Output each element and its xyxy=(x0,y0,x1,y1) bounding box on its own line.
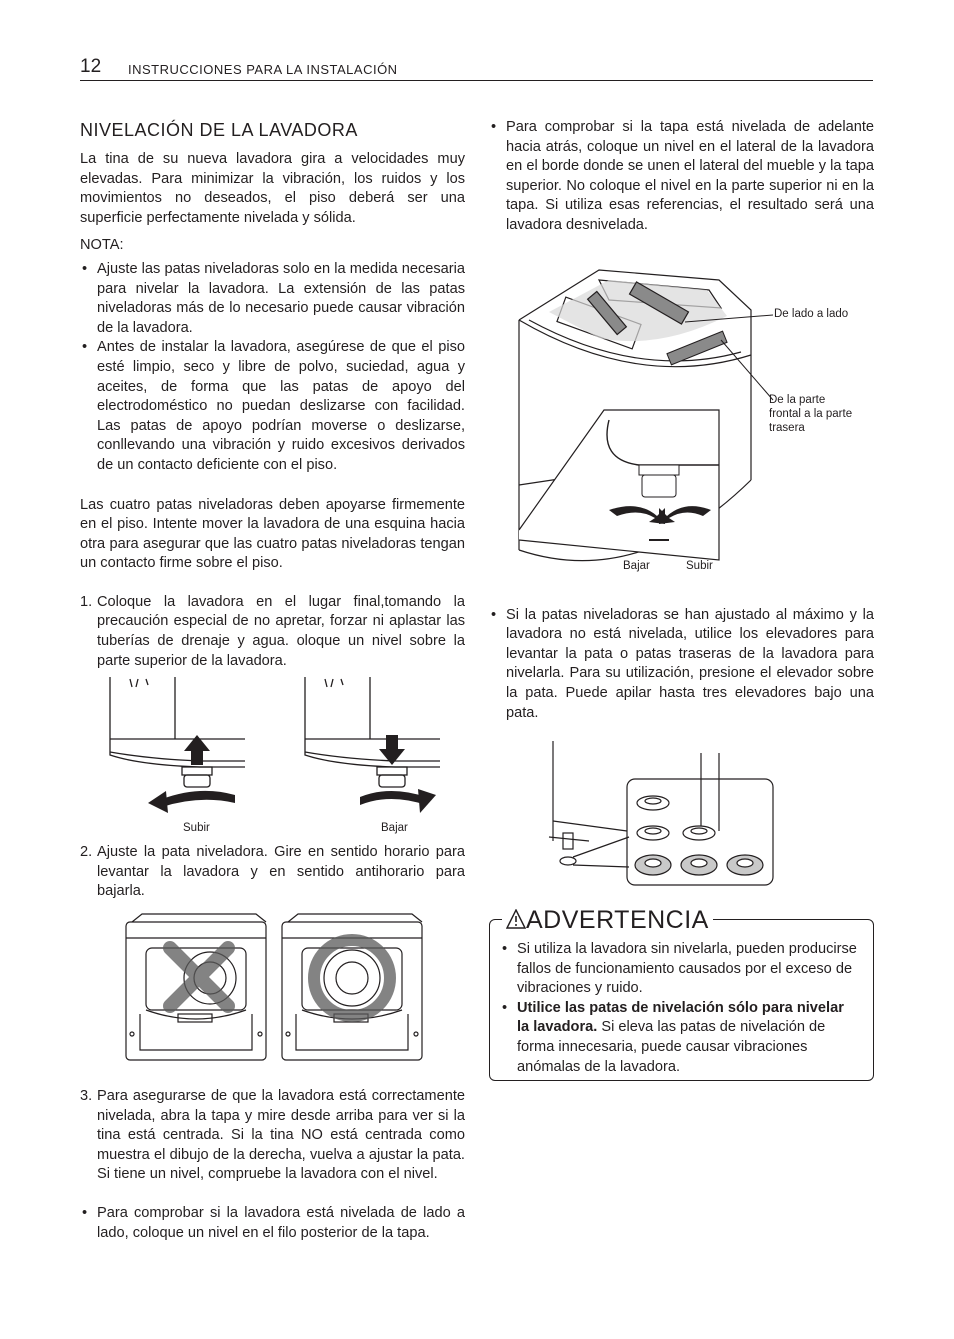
note-item: • Ajuste las patas niveladoras solo en la medida necesaria para nivelar la lavadora. La extensión de las patas niveladoras más de lo necesario puede causar vibración de la lavadora. xyxy=(82,260,465,336)
label-frontal-2: frontal a la parte xyxy=(769,407,853,420)
intro-paragraph: La tina de su nueva lavadora gira a velocidades muy elevadas. Para minimizar la vibración, los ruidos y los movimientos no deseados, el piso deberá ser una superficie perfectamente nivelada y sólida. xyxy=(80,151,465,226)
warning-box xyxy=(489,906,874,1081)
warning-icon xyxy=(506,909,526,929)
elevators-list xyxy=(489,606,874,724)
figure-leveling-feet xyxy=(80,677,465,843)
notes-list xyxy=(80,260,465,476)
warning-item-2: • Utilice las patas de nivelación sólo para nivelar la lavadora. Si eleva las patas de nivelación de forma innecesaria, puede causar vibraciones anómalas de la lavadora. xyxy=(502,999,844,1075)
front-level-list xyxy=(489,118,874,236)
bullet-side-level: • Para comprobar si la lavadora está nivelada de lado a lado, coloque un nivel en el filo posterior de la tapa. xyxy=(82,1205,465,1241)
label-subir-right: Subir xyxy=(686,559,713,572)
bullet-front-level: • Para comprobar si la tapa está nivelada de adelante hacia atrás, coloque un nivel en el lateral de la lavadora en el borde donde se unen el lateral del mueble y la tapa superior. No coloque el nivel en la parte superior ni en la tapa. Si utiliza esas referencias, el resultado será una lavadora desnivelada. xyxy=(491,119,874,233)
section-title: INSTRUCCIONES PARA LA INSTALACIÓN xyxy=(128,62,398,77)
tub-centering-illustration xyxy=(80,910,465,1076)
warning-item-1: • Si utiliza la lavadora sin nivelarla, pueden producirse fallos de funcionamiento causados por el exceso de vibraciones y ruido. xyxy=(502,941,857,997)
paragraph-four-feet: Las cuatro patas niveladoras deben apoyarse firmemente en el piso. Intente mover la lavadora de una esquina hacia otra para asegurar que las cuatro patas niveladoras tengan un contacto firme sobre el piso. xyxy=(80,496,465,572)
figure-tub-centering xyxy=(80,910,465,1076)
label-subir: Subir xyxy=(183,822,210,835)
step-3: 3. Para asegurarse de que la lavadora está correctamente nivelada, abra la tapa y mire desde arriba para ver si la tina está centrada. Si la tina NO está centrada como muestra el dibujo de la derecha, vuelva a ajustar la pata. Si tiene un nivel, compruebe la lavadora con el nivel. xyxy=(80,1088,465,1183)
left-column xyxy=(80,118,465,1243)
label-frontal-3: trasera xyxy=(769,421,805,434)
figure-level-check xyxy=(489,260,874,590)
heading-nivelacion: NIVELACIÓN DE LA LAVADORA xyxy=(80,120,358,140)
leveling-feet-illustration xyxy=(80,677,465,843)
elevators-illustration xyxy=(489,741,874,891)
label-bajar: Bajar xyxy=(381,822,408,835)
warning-title: ADVERTENCIA xyxy=(502,906,713,934)
step-1: 1. Coloque la lavadora en el lugar final,tomando la precaución especial de no apretar, forzar ni aplastar las tuberías de drenaje y agua. oloque un nivel sobre la parte superior de la lavadora. xyxy=(80,593,465,669)
bullet-elevators: • Si la patas niveladoras se han ajustado al máximo y la lavadora no está nivelada, utilice los elevadores para levantar la pata o patas traseras de la lavadora para nivelarla. Para su utilización, presione el elevador sobre la pata. Puede apilar hasta tres elevadores bajo una pata. xyxy=(491,606,874,721)
page-header xyxy=(80,56,873,81)
figure-elevators xyxy=(489,741,874,891)
label-lado-a-lado: De lado a lado xyxy=(774,307,849,320)
nota-label: NOTA: xyxy=(80,237,124,254)
step-2: 2. Ajuste la pata niveladora. Gire en sentido horario para levantar la lavadora y en sentido antihorario para bajarla. xyxy=(80,844,465,900)
label-bajar-right: Bajar xyxy=(623,559,650,572)
side-level-list xyxy=(80,1204,465,1243)
note-item: • Antes de instalar la lavadora, asegúrese de que el piso esté limpio, seco y libre de polvo, suciedad, agua y aceites, de forma que las patas de apoyo del electrodoméstico no puedan deslizarse con facilidad. Las patas de apoyo podrían moverse o deslizarse, conllevando una vibración y ruido excesivos derivados de un contacto deficiente con el piso. xyxy=(82,339,465,473)
right-column xyxy=(489,118,874,891)
label-frontal-1: De la parte xyxy=(769,393,826,406)
page-number: 12 xyxy=(80,56,102,77)
warning-list xyxy=(500,940,860,1077)
